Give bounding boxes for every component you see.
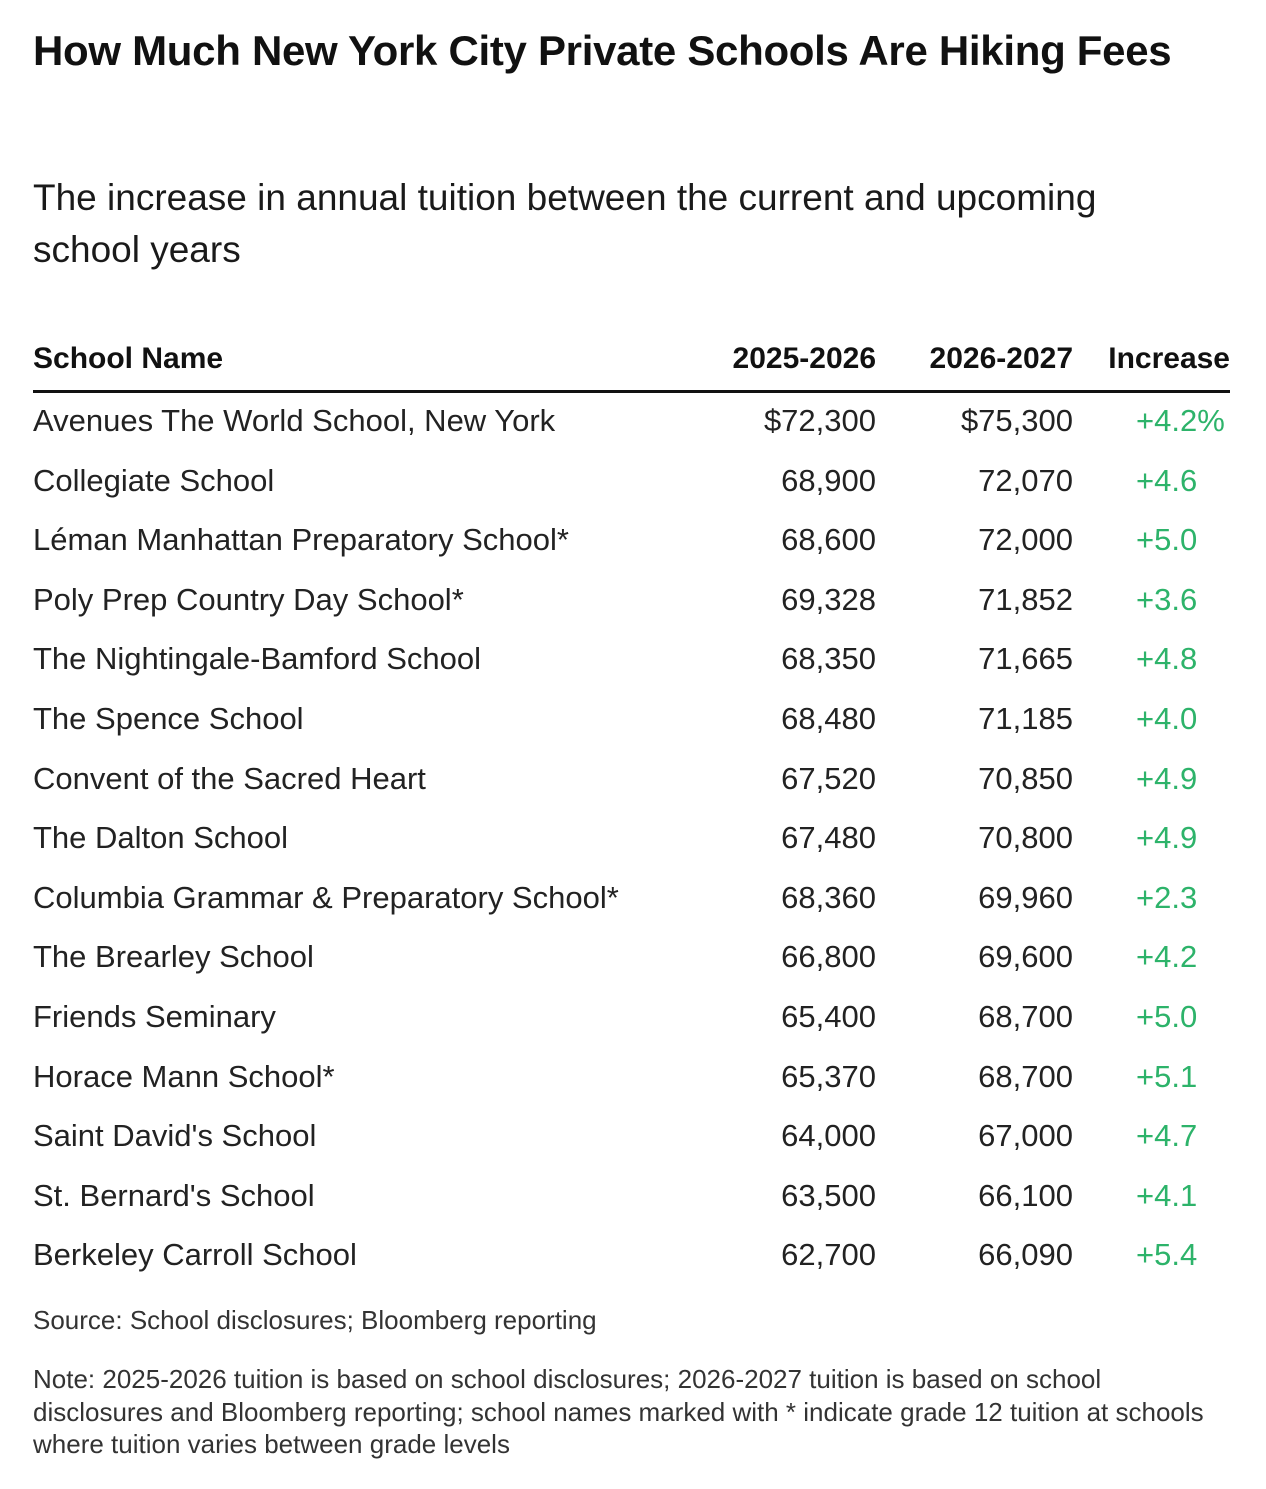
tuition-2025-2026-cell: 65,370: [781, 1058, 876, 1094]
tuition-2026-2027-cell: 68,700: [978, 999, 1073, 1034]
tuition-2026-2027-cell: 69,960: [978, 879, 1073, 915]
tuition-2026-2027-cell: $75,300: [960, 403, 1073, 438]
tuition-2025-2026-cell: 67,520: [781, 760, 876, 796]
tuition-2025-2026-cell: 69,328: [781, 581, 876, 617]
increase-cell: +4.8: [1136, 641, 1198, 677]
school-name-cell: The Spence School: [33, 701, 304, 736]
tuition-2025-2026-cell: 68,600: [781, 522, 876, 558]
tuition-2025-2026-cell: 68,360: [781, 879, 876, 915]
school-name-cell: Convent of the Sacred Heart: [33, 760, 426, 796]
table-row: [33, 511, 1230, 571]
increase-cell: +3.6: [1136, 581, 1198, 617]
chart-title: How Much New York City Private Schools Are Hiking Fees: [33, 27, 1172, 74]
tuition-2026-2027-cell: 71,852: [978, 581, 1073, 617]
school-name-cell: Berkeley Carroll School: [33, 1237, 357, 1273]
tuition-2025-2026-cell: 62,700: [781, 1237, 876, 1273]
school-name-cell: Collegiate School: [33, 462, 275, 498]
table-row: [33, 392, 1230, 452]
tuition-2026-2027-cell: 72,000: [978, 522, 1073, 558]
column-header-2026-2027: 2026-2027: [929, 342, 1073, 375]
table-header: [33, 338, 1230, 393]
tuition-2026-2027-cell: 68,700: [978, 1058, 1073, 1094]
school-name-cell: Poly Prep Country Day School*: [33, 581, 464, 617]
increase-cell: +4.2: [1136, 939, 1198, 975]
school-name-cell: Horace Mann School*: [33, 1058, 335, 1094]
tuition-2026-2027-cell: 67,000: [978, 1118, 1073, 1154]
table-row: [33, 571, 1230, 631]
increase-cell: +4.9: [1136, 820, 1198, 856]
table-row: [33, 988, 1230, 1048]
table-row: [33, 928, 1230, 988]
school-name-cell: Léman Manhattan Preparatory School*: [33, 522, 569, 558]
school-name-cell: The Brearley School: [33, 939, 314, 975]
table-row: [33, 1107, 1230, 1167]
table-row: [33, 1226, 1230, 1286]
tuition-2025-2026-cell: 68,900: [781, 462, 876, 498]
tuition-2025-2026-cell: 64,000: [781, 1118, 876, 1154]
footnote: Note: 2025-2026 tuition is based on school disclosures; 2026-2027 tuition is based on school disclosures and Bloomberg reporting; school names marked with * indicate grade 12 tuition at schools where tuition varies between grade levels: [33, 1364, 1204, 1459]
tuition-2026-2027-cell: 69,600: [978, 939, 1073, 975]
table-row: [33, 809, 1230, 869]
chart-subtitle: The increase in annual tuition between the current and upcoming school years: [33, 177, 1097, 270]
tuition-2026-2027-cell: 72,070: [978, 462, 1073, 498]
school-name-cell: Saint David's School: [33, 1118, 317, 1154]
increase-cell: +2.3: [1136, 879, 1198, 915]
tuition-2026-2027-cell: 70,800: [978, 820, 1073, 856]
increase-cell: +4.1: [1136, 1177, 1198, 1213]
increase-cell: +4.9: [1136, 760, 1198, 796]
increase-cell: +5.0: [1136, 522, 1198, 558]
school-name-cell: St. Bernard's School: [33, 1177, 315, 1213]
column-header-school-name: School Name: [33, 342, 224, 375]
source-note: Source: School disclosures; Bloomberg reporting: [33, 1305, 597, 1335]
table-row: [33, 630, 1230, 690]
tuition-2026-2027-cell: 71,185: [978, 701, 1073, 736]
school-name-cell: The Dalton School: [33, 820, 289, 856]
tuition-2026-2027-cell: 66,100: [978, 1177, 1073, 1213]
column-header-2025-2026: 2025-2026: [732, 342, 876, 375]
tuition-2025-2026-cell: 65,400: [781, 999, 876, 1034]
table-row: [33, 869, 1230, 929]
increase-cell: +4.0: [1136, 701, 1198, 736]
tuition-2025-2026-cell: 68,480: [781, 701, 876, 736]
column-header-increase: Increase: [1108, 342, 1230, 375]
table-row: [33, 750, 1230, 810]
increase-cell: +5.0: [1136, 999, 1198, 1034]
table-row: [33, 690, 1230, 750]
increase-cell: +4.6: [1136, 462, 1198, 498]
increase-cell: +4.2%: [1136, 403, 1225, 438]
tuition-2025-2026-cell: $72,300: [763, 403, 876, 438]
tuition-2025-2026-cell: 63,500: [781, 1177, 876, 1213]
tuition-2025-2026-cell: 66,800: [781, 939, 876, 975]
tuition-2026-2027-cell: 71,665: [978, 641, 1073, 677]
table-row: [33, 452, 1230, 512]
table-row: [33, 1167, 1230, 1227]
tuition-2025-2026-cell: 67,480: [781, 820, 876, 856]
increase-cell: +5.4: [1136, 1237, 1198, 1273]
tuition-2025-2026-cell: 68,350: [781, 641, 876, 677]
school-name-cell: Friends Seminary: [33, 999, 276, 1034]
increase-cell: +5.1: [1136, 1058, 1198, 1094]
school-name-cell: The Nightingale-Bamford School: [33, 641, 482, 677]
tuition-2026-2027-cell: 70,850: [978, 760, 1073, 796]
table-row: [33, 1048, 1230, 1108]
tuition-2026-2027-cell: 66,090: [978, 1237, 1073, 1273]
school-name-cell: Avenues The World School, New York: [33, 403, 556, 438]
increase-cell: +4.7: [1136, 1118, 1198, 1154]
school-name-cell: Columbia Grammar & Preparatory School*: [33, 879, 619, 915]
